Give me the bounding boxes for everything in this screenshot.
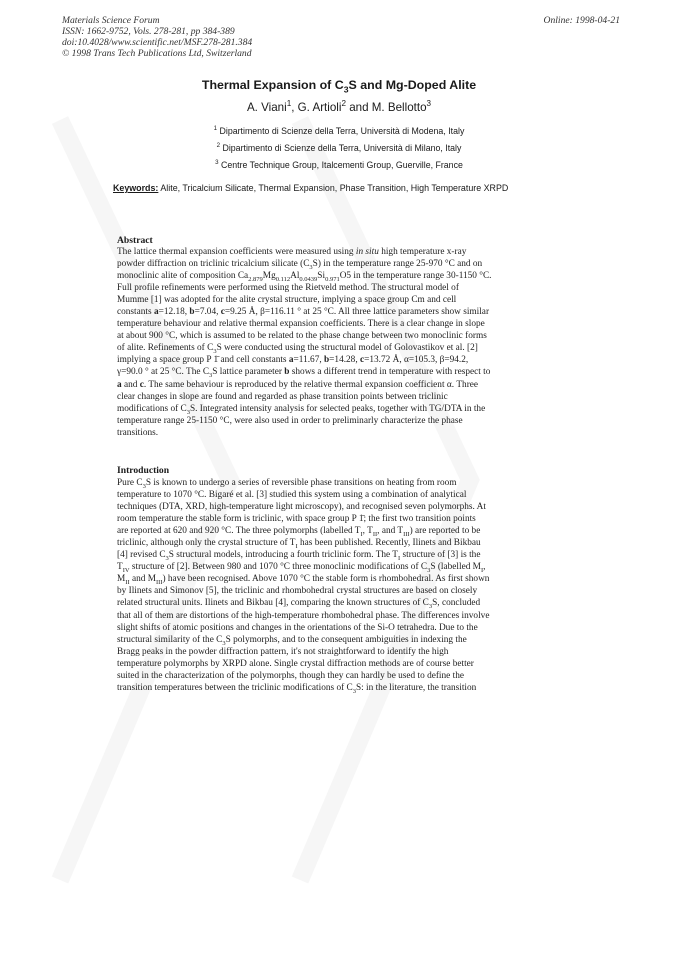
keywords-block: [113, 183, 561, 194]
text-line: related structural units. Ilinets and Bikbau [4], comparing the known structures of $C_3S$, concluded: [117, 598, 481, 610]
text-line: of alite. Refinements of $C_3S$ were conducted using the structural model of Golovastikov et al. [2]: [117, 343, 478, 355]
abstract-body: [117, 246, 561, 439]
affiliation-3: $^3$ Centre Technique Group, Italcementi Group, Guerville, France: [215, 159, 463, 170]
abstract-heading: Abstract: [117, 235, 153, 246]
text-line: slight shifts of atomic positions and changes in the orientations of the Si-O tetrahedra. Due to the: [117, 622, 478, 633]
copyright-line: © 1998 Trans Tech Publications Ltd, Switzerland: [62, 48, 252, 59]
keywords-text: Alite, Tricalcium Silicate, Thermal Expansion, Phase Transition, High Temperature XRPD: [160, 183, 509, 193]
text-line: room temperature the stable form is triclinic, with space group P 1̄; the first two transition points: [117, 514, 476, 525]
text-line: that all of them are distortions of the high-temperature rhombohedral phase. The differences involve: [117, 610, 490, 621]
text-line: by Ilinets and Simonov [5], the triclinic and rhombohedral crystal structures are based on closely: [117, 586, 478, 597]
text-line: at about 900 °C, which is assumed to be related to the phase change between two monoclinic forms: [117, 331, 487, 342]
text-line: Mumme [1] was adopted for the alite crystal structure, implying a space group Cm and cell: [117, 295, 457, 306]
text-line: temperature behaviour and relative thermal expansion coefficients. There is a clear change in slope: [117, 319, 485, 330]
affiliation-2: $^2$ Dipartimento di Scienze della Terra, Università di Milano, Italy: [216, 142, 462, 153]
online-date: Online: 1998-04-21: [543, 15, 620, 26]
paper-title: Thermal Expansion of $C_3S$ and Mg-Doped Alite: [201, 78, 477, 95]
text-line: monoclinic alite of composition $Ca_{2.879}Mg_{0.112}Al_{0.0439}Si_{0.971}O5$ in the temperature range 30-1150 °C.: [117, 271, 492, 283]
text-line: Full profile refinements were performed using the Rietveld method. The structural model of: [117, 283, 459, 294]
text-line: triclinic, although only the crystal structure of $T_I$ has been published. Recently, Ilinets and Bikbau: [117, 538, 481, 550]
text-line: powder diffraction on triclinic tricalcium silicate $(C_3S)$ in the temperature range 25-970 °C and on: [117, 259, 483, 271]
text-line: clear changes in slope are found and regarded as phase transition points between triclinic: [117, 391, 448, 402]
journal-name: Materials Science Forum: [62, 15, 160, 26]
text-line: Bragg peaks in the powder diffraction pattern, it's not straightforward to identify the high: [117, 646, 449, 657]
text-line: implying a space group P 1̄ and cell constants a=11.67, b=14.28, c=13.72 Å, α=105.3, β=94.2,: [117, 355, 469, 366]
doi-link[interactable]: doi:10.4028/www.scientific.net/MSF.278-281.384: [62, 37, 253, 48]
text-line: $M_{II}$ and $M_{III}$) have been recognised. Above 1070 °C the stable form is rhombohedral. As first shown: [117, 574, 490, 586]
text-line: The lattice thermal expansion coefficients were measured using in situ high temperature x-ray: [117, 247, 467, 257]
text-line: transition temperatures between the triclinic modifications of $C_3S$: in the literature, the transition: [117, 682, 477, 694]
text-line: temperature polymorphs by XRPD alone. Single crystal diffraction methods are of course better: [117, 658, 474, 669]
text-line: temperature to 1070 °C. Bigaré et al. [3] studied this system using a combination of analytical: [117, 490, 467, 501]
text-line: Pure $C_3S$ is known to undergo a series of reversible phase transitions on heating from room: [117, 478, 457, 490]
journal-header: [62, 15, 252, 59]
text-line: γ=90.0 ° at 25 °C. The $C_3S$ lattice parameter b shows a different trend in temperature with respect to: [117, 367, 491, 379]
text-line: temperature range 25-1150 °C, were also used in order to preliminarly characterize the phase: [117, 415, 463, 426]
introduction-heading: Introduction: [117, 465, 170, 476]
text-line: $T_{IV}$ structure of [2]. Between 980 and 1070 °C three monoclinic modifications of $C_3S$ (labelled $M_I$,: [117, 562, 486, 574]
text-line: constants a=12.18, b=7.04, c=9.25 Å, β=116.11 ° at 25 °C. All three lattice parameters show similar: [117, 307, 490, 318]
text-line: are reported at 620 and 920 °C. The three polymorphs (labelled $T_I$, $T_{II}$, and $T_{III}$) are reported to be: [117, 526, 481, 538]
text-line: a and c. The same behaviour is reproduced by the relative thermal expansion coefficient α. Three: [117, 379, 479, 390]
keywords-label: Keywords:: [113, 183, 159, 193]
introduction-body: [117, 477, 561, 694]
text-line: structural similarity of the $C_3S$ polymorphs, and to the consequent ambiguities in indexing the: [117, 634, 467, 646]
text-line: transitions.: [117, 427, 159, 438]
text-line: modifications of $C_3S$. Integrated intensity analysis for selected peaks, together with TG/DTA in the: [117, 403, 486, 415]
author-list: A. Viani$^1$, G. Artioli$^2$ and M. Bellotto$^3$: [246, 99, 432, 114]
issn-line: ISSN: 1662-9752, Vols. 278-281, pp 384-389: [62, 26, 235, 37]
affiliation-1: $^1$ Dipartimento di Scienze della Terra, Università di Modena, Italy: [213, 125, 465, 136]
text-line: techniques (DTA, XRD, high-temperature light microscopy), and recognised seven polymorphs. At: [117, 502, 486, 513]
text-line: [4] revised $C_3S$ structural models, introducing a fourth triclinic form. The $T_I$ structure of [3] is the: [117, 550, 481, 562]
text-line: suited in the characterization of the polymorphs, though they can hardly be used to define the: [117, 670, 464, 681]
